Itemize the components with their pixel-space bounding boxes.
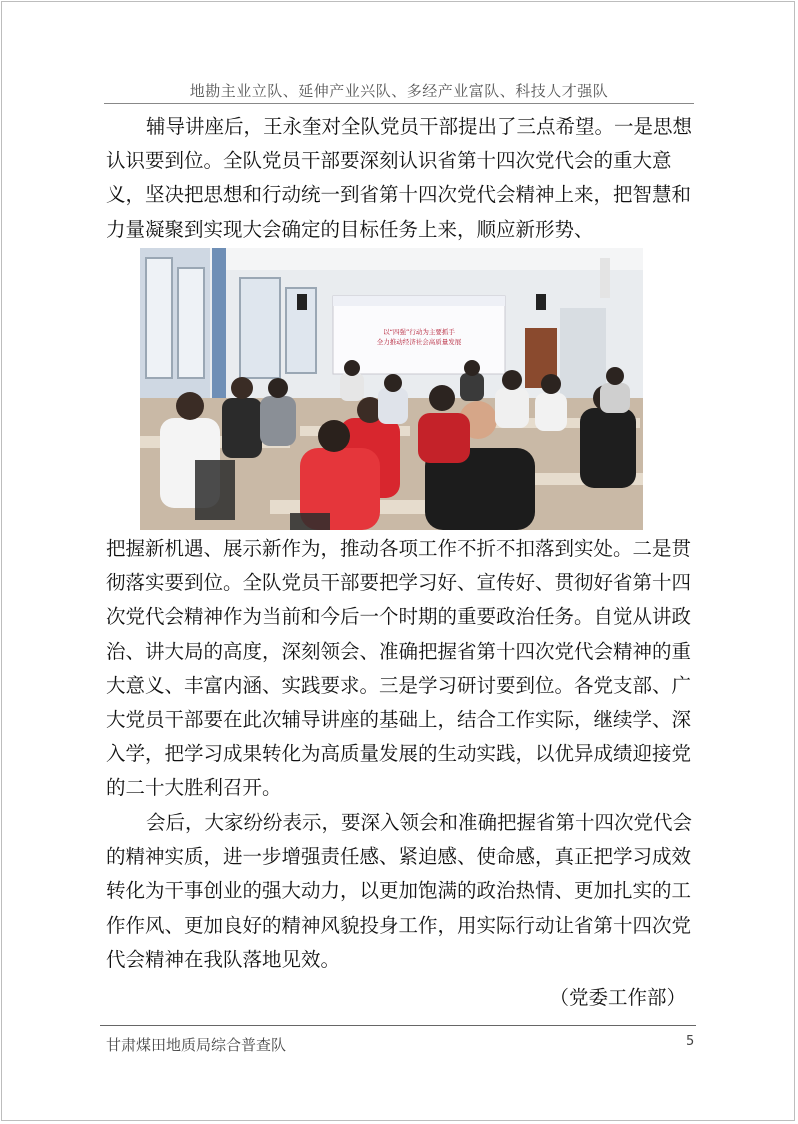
- article-paragraph-1: 辅导讲座后，王永奎对全队党员干部提出了三点希望。一是思想认识要到位。全队党员干部要深刻认识省第十四次党代会的重大意义，坚决把思想和行动统一到省第十四次党代会精神上来，把智慧和力量凝聚到实现大会确定的目标任务上来，顺应新形势、: [106, 115, 693, 241]
- footer-divider: [100, 1025, 696, 1026]
- page-header-slogan: 地勘主业立队、延伸产业兴队、多经产业富队、科技人才强队: [189, 82, 609, 100]
- screen-text-line-1: 以“四强”行动为主要抓手: [383, 328, 455, 336]
- meeting-photo-illustration: [140, 248, 643, 530]
- article-signature: （党委工作部）: [549, 986, 686, 1009]
- header-divider: [104, 103, 694, 104]
- article-paragraph-2: 把握新机遇、展示新作为，推动各项工作不折不扣落到实处。二是贯彻落实要到位。全队党员干部要把学习好、宣传好、贯彻好省第十四次党代会精神作为当前和今后一个时期的重要政治任务。自觉从讲政治、讲大局的高度，深刻领会、准确把握省第十四次党代会精神的重大意义、丰富内涵、实践要求。三是学习研讨要到位。各党支部、广大党员干部要在此次辅导讲座的基础上，结合工作实际，继续学、深入学，把学习成果转化为高质量发展的生动实践，以优异成绩迎接党的二十大胜利召开。: [106, 537, 692, 800]
- screen-text-line-2: 全力推动经济社会高质量发展: [376, 338, 462, 346]
- article-paragraph-3: 会后，大家纷纷表示，要深入领会和准确把握省第十四次党代会的精神实质，进一步增强责任感、紧迫感、使命感，真正把学习成效转化为干事创业的强大动力，以更加饱满的政治热情、更加扎实的工作作风、更加良好的精神风貌投身工作，用实际行动让省第十四次党代会精神在我队落地见效。: [106, 811, 693, 971]
- page-number: 5: [686, 1034, 695, 1049]
- footer-organization: 甘肃煤田地质局综合普查队: [106, 1036, 287, 1054]
- meeting-photo: [140, 248, 643, 530]
